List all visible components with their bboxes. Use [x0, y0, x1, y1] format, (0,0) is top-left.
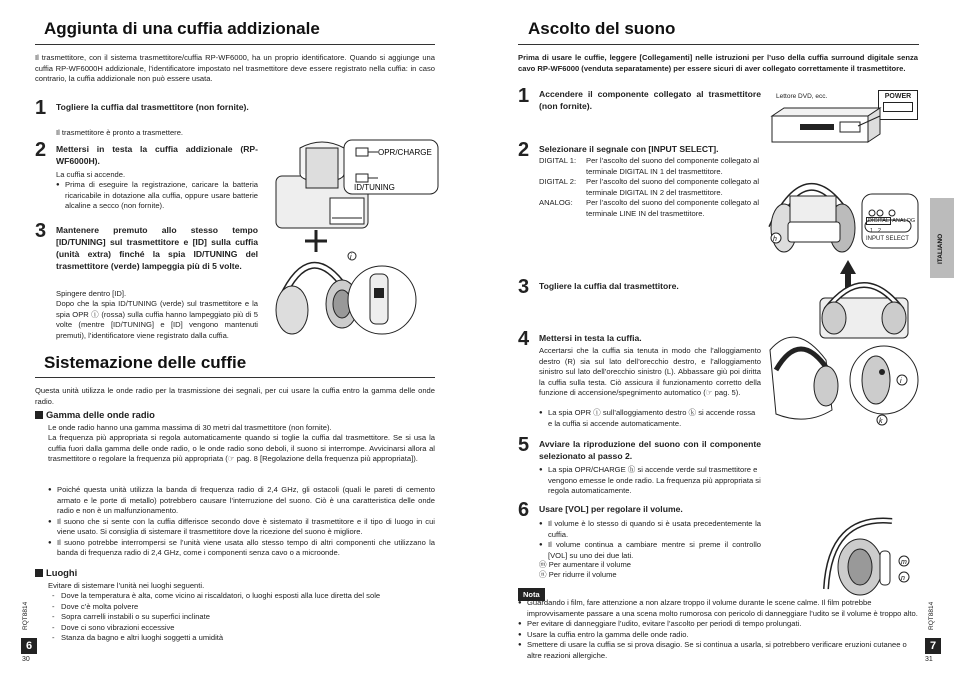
fig-h-label: h	[773, 236, 777, 243]
language-tab	[930, 198, 954, 278]
place-item: - Stanza da bagno e altri luoghi soggetti a umidità	[52, 633, 432, 644]
fig-input-label: INPUT SELECT	[866, 236, 909, 242]
source-desc: Per l’ascolto del suono del componente collegato al terminale DIGITAL IN 2 del trasmettitore.	[586, 177, 760, 197]
left-section-title: Aggiunta di una cuffia addizionale	[44, 19, 320, 38]
right-title-rule	[518, 44, 919, 45]
sub1-p2: La frequenza più appropriata si regola automaticamente quando si toglie la cuffia dal trasmettitore. Se si usa la cuffia fuori dalla gamma delle onde radio, o le onde radio sono deboli, il suono si interrompe. Avvicinarsi allora al trasmettitore o regolare la frequenza più appropriata (☞ pag. 8 [Regolazione della frequenza più appropriata]).	[48, 433, 435, 463]
note-item: ● Usare la cuffia entro la gamma delle onde radio.	[518, 630, 918, 641]
right-page-number: 7	[925, 638, 941, 654]
left-step3-note2: Dopo che la spia ID/TUNING (verde) sul trasmettitore e la spia OPR ⓘ (rossa) sulla cuffia hanno lampeggiato più di 5 volte (mentre [ID/TUNING] e [ID] vengono mantenuti premuti), l’identificatore viene registrato dalla cuffia.	[56, 299, 258, 340]
right-step1-number: 1	[518, 85, 530, 107]
volume-figure	[820, 515, 920, 597]
sub1-bullet: ● Il suono che si sente con la cuffia differisce secondo dove è sistemato il trasmettitore e il tipo di luogo in cui viene usato. Si consiglia di sistemare il trasmettitore dove la ricezione del suono è migliore.	[48, 517, 435, 538]
left-intro2: Questa unità utilizza le onde radio per la trasmissione dei segnali, per cui usare la cuffia entro la gamma delle onde radio.	[35, 386, 435, 406]
left-step2-bullet: ● Prima di eseguire la registrazione, caricare la batteria ricaricabile in dotazione alla cuffia, oppure usare batterie alcaline a secco (non fornite).	[56, 180, 258, 212]
left-page-small: 30	[22, 656, 30, 663]
sub1-bullets	[48, 485, 435, 559]
input-select-figure	[768, 150, 923, 345]
right-step5-heading: Avviare la riproduzione del suono con il componente selezionato al passo 2.	[539, 439, 761, 461]
left-step3-number: 3	[35, 220, 47, 242]
right-step3-number: 3	[518, 276, 530, 298]
vol-up-label: ⓜ Per aumentare il volume	[539, 560, 632, 569]
left-step2-number: 2	[35, 139, 47, 161]
fig-analog-label: ANALOG	[892, 218, 916, 224]
note-item: ● Smettere di usare la cuffia se si prova disagio. Se si continua a usarla, si potrebbero verificare eruzioni cutanee o altre reazioni allergiche.	[518, 640, 918, 661]
right-intro: Prima di usare le cuffie, leggere [Collegamenti] nelle istruzioni per l’uso della cuffia surround digitale senza cavo RP-WF6000 (venduta separatamente) per essere sicuri di aver collegato correttamente il trasmettitore.	[518, 53, 918, 73]
right-step4-heading: Mettersi in testa la cuffia.	[539, 333, 642, 343]
right-step2-number: 2	[518, 139, 530, 161]
place-item: - Dove c’è molta polvere	[52, 602, 432, 613]
left-step2-heading: Mettersi in testa la cuffia addizionale (RP-WF6000H).	[56, 144, 258, 166]
left-step2-bullets	[56, 180, 258, 212]
fig-n-label: n	[901, 575, 905, 582]
step5-bullets	[539, 465, 761, 497]
fig-one-label: 1	[870, 228, 874, 234]
left-step3-heading: Mantenere premuto allo stesso tempo [ID/TUNING] sul trasmettitore e [ID] sulla cuffia (unità extra) finché la spia ID/TUNING del trasmettitore (verde) lampeggia più di 5 volte.	[56, 225, 258, 271]
note-label: Nota	[518, 588, 545, 601]
source-desc: Per l’ascolto del suono del componente collegato al terminale DIGITAL IN 1 del trasmettitore.	[586, 156, 760, 176]
source-list	[539, 156, 761, 219]
step4-bullet: ● La spia OPR ⓘ sull’alloggiamento destro ⓚ si accende rossa e la cuffia si accende automaticamente.	[539, 408, 761, 429]
left-step3-note1: Spingere dentro [ID].	[56, 289, 127, 298]
sub-places	[35, 567, 77, 578]
sub2-list	[52, 591, 432, 644]
left-step1-heading: Togliere la cuffia dal trasmettitore (non fornite).	[56, 102, 249, 112]
note-item: ● Per evitare di danneggiare l’udito, evitare l’ascolto per periodi di tempo prolungati.	[518, 619, 918, 630]
place-item: - Sopra carrelli instabili o su superfici inclinate	[52, 612, 432, 623]
left-illustration	[270, 138, 440, 343]
square-marker-icon	[35, 411, 43, 419]
sub1-p1: Le onde radio hanno una gamma massima di 30 metri dal trasmettitore (non fornite).	[48, 423, 332, 432]
head-figure	[766, 330, 918, 430]
left-step1-number: 1	[35, 97, 47, 119]
right-page-small: 31	[925, 656, 933, 663]
fig-opr-label: OPR/CHARGE	[378, 148, 432, 157]
source-name: ANALOG:	[539, 198, 573, 207]
left-title-rule	[35, 44, 435, 45]
left-doc-code: RQT8814	[22, 601, 29, 630]
source-desc: Per l’ascolto del suono del componente collegato al terminale LINE IN del trasmettitore.	[586, 198, 760, 218]
fig-power-label: POWER	[884, 93, 912, 100]
step6-bullet: ● Il volume è lo stesso di quando si è usata precedentemente la cuffia.	[539, 519, 761, 540]
left-section2-title: Sistemazione delle cuffie	[44, 353, 247, 372]
right-step5-number: 5	[518, 434, 530, 456]
sub1-bullet: ● Poiché questa unità utilizza la banda di frequenza radio di 2,4 GHz, gli ostacoli (quali le pareti di cemento armato e le porte di metallo) potrebbero causare l’interruzione del suono. Ciò è una caratteristica delle onde radio e non è un malfunzionamento.	[48, 485, 435, 517]
fig-i-label-2: i	[900, 378, 902, 385]
source-name: DIGITAL 2:	[539, 177, 577, 186]
sub1-bullet: ● Il suono potrebbe interrompersi se l’unità viene usata allo stesso tempo di altri componenti che utilizzano la banda di frequenza radio di 2,4 GHz, come i componenti senza cavo o a microonde.	[48, 538, 435, 559]
step4-bullets	[539, 408, 761, 429]
sub2-p: Evitare di sistemare l’unità nei luoghi seguenti.	[48, 581, 205, 590]
fig-digital-analog	[866, 218, 915, 224]
square-marker-icon	[35, 569, 43, 577]
language-tab-label: ITALIANO	[937, 233, 944, 264]
source-name: DIGITAL 1:	[539, 156, 577, 165]
sub-radio-range-label: Gamma delle onde radio	[46, 409, 155, 420]
right-step2-heading: Selezionare il segnale con [INPUT SELECT].	[539, 144, 719, 154]
fig-two-label: 2	[878, 228, 882, 234]
sub-radio-range	[35, 409, 155, 420]
right-section-title: Ascolto del suono	[528, 19, 676, 38]
step6-bullet: ● Il volume continua a cambiare mentre si preme il controllo [VOL] su uno dei due lati.	[539, 540, 761, 561]
fig-m-label: m	[901, 559, 907, 566]
left-step1-note: Il trasmettitore è pronto a trasmettere.	[56, 128, 184, 137]
place-item: - Dove ci sono vibrazioni eccessive	[52, 623, 432, 634]
dvd-figure	[770, 88, 920, 148]
fig-digital-label: DIGITAL	[868, 218, 889, 224]
right-doc-code: RQT8814	[928, 601, 935, 630]
step6-bullets	[539, 519, 761, 561]
note-list	[518, 598, 918, 661]
right-step6-number: 6	[518, 499, 530, 521]
vol-down-label: ⓝ Per ridurre il volume	[539, 570, 617, 579]
left-title2-rule	[35, 377, 435, 378]
fig-k-label: k	[879, 418, 883, 425]
left-step2-note: La cuffia si accende.	[56, 170, 126, 179]
step4-paragraph: Accertarsi che la cuffia sia tenuta in modo che l’alloggiamento destro (R) sia sul lato dell’orecchio destro, e l’alloggiamento sinistro sul lato dell’orecchio sinistro (L). Abbassare giù poi diritta la cuffia sulla testa. Ciò assicura il funzionamento corretto della funzione di accensione/spegnimento automatico (☞ pag. 5).	[539, 346, 761, 397]
fig-i-label: i	[350, 254, 352, 261]
sub-places-label: Luoghi	[46, 567, 78, 578]
left-page-number: 6	[21, 638, 37, 654]
fig-id-label: ID/TUNING	[354, 183, 395, 192]
right-step1-heading: Accendere il componente collegato al trasmettitore (non fornite).	[539, 89, 761, 111]
right-step3-heading: Togliere la cuffia dal trasmettitore.	[539, 281, 679, 291]
fig-dvd-label: Lettore DVD, ecc.	[776, 93, 828, 100]
right-step4-number: 4	[518, 328, 530, 350]
left-intro: Il trasmettitore, con il sistema trasmettitore/cuffia RP-WF6000, ha un proprio identificatore. Quando si aggiunge una cuffia RP-WF6000H addizionale, l’identificatore impostato nel trasmettitore deve essere registrato nella cuffia: in caso contrario, la cuffia addizionale non può essere usata.	[35, 53, 435, 83]
note-item: ● Guardando i film, fare attenzione a non alzare troppo il volume durante le scene calme. Il film potrebbe improvvisamente passare a una scena molto rumorosa con pericolo di danneggiare l’udito se il volume è troppo alto.	[518, 598, 918, 619]
right-step6-heading: Usare [VOL] per regolare il volume.	[539, 504, 683, 514]
transmitter-headphone-figure	[270, 138, 440, 343]
place-item: - Dove la temperatura è alta, come vicino ai riscaldatori, o luoghi esposti alla luce diretta del sole	[52, 591, 432, 602]
step5-bullet: ● La spia OPR/CHARGE ⓗ si accende verde sul trasmettitore e vengono emesse le onde radio. La frequenza più appropriata si regola automaticamente.	[539, 465, 761, 497]
